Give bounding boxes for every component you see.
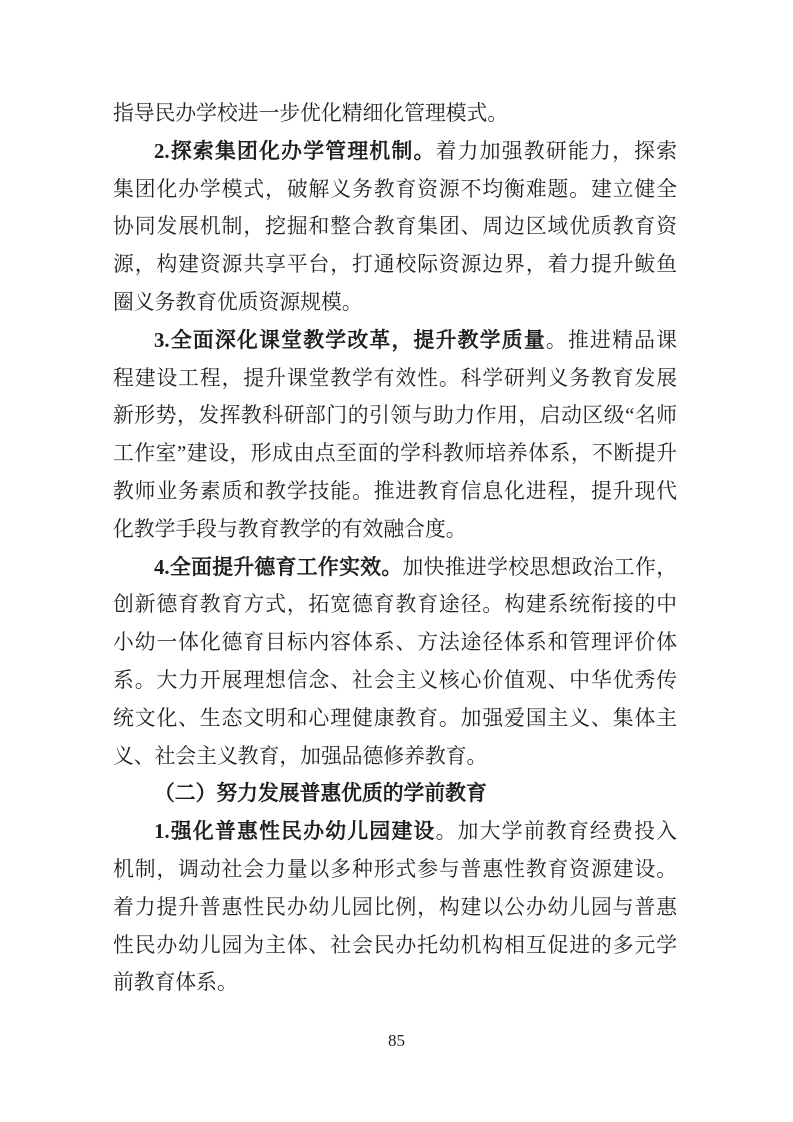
text-line bbox=[113, 360, 677, 398]
bold-text-run: 4.全面提升德育工作实效。 bbox=[154, 555, 403, 579]
text-run: 新形势，发挥教科研部门的引领与助力作用，启动区级“名师 bbox=[113, 404, 677, 428]
text-run: 加快推进学校思想政治工作， bbox=[402, 555, 677, 579]
text-run: 指导民办学校进一步优化精细化管理模式。 bbox=[113, 102, 509, 125]
text-run: 程建设工程，提升课堂教学有效性。科学研判义务教育发展 bbox=[113, 366, 677, 390]
text-run: 工作室”建设，形成由点至面的学科教师培养体系，不断提升 bbox=[113, 442, 677, 466]
bold-text-run: 2.探索集团化办学管理机制。 bbox=[154, 139, 436, 163]
text-line bbox=[113, 586, 677, 624]
text-run: 。推进精品课 bbox=[545, 328, 677, 352]
bold-text-run: 1.强化普惠性民办幼儿园建设 bbox=[154, 820, 436, 844]
text-line bbox=[113, 813, 677, 851]
page-number: 85 bbox=[388, 1031, 405, 1050]
text-run: 小幼一体化德育目标内容体系、方法途径体系和管理评价体 bbox=[113, 631, 677, 655]
text-run: 机制，调动社会力量以多种形式参与普惠性教育资源建设。 bbox=[113, 857, 677, 881]
text-run: 着力加强教研能力，探索 bbox=[435, 139, 677, 163]
text-run: 圈义务教育优质资源规模。 bbox=[113, 290, 363, 314]
text-line bbox=[113, 435, 677, 473]
text-run: 义、社会主义教育，加强品德修养教育。 bbox=[113, 744, 488, 768]
text-run: 化教学手段与教育教学的有效融合度。 bbox=[113, 517, 467, 541]
text-block bbox=[113, 95, 677, 1002]
text-run: 。加大学前教育经费投入 bbox=[435, 820, 677, 844]
text-run: 前教育体系。 bbox=[113, 971, 238, 995]
text-run: 教师业务素质和教学技能。推进教育信息化进程，提升现代 bbox=[113, 479, 677, 503]
bold-text-run: （二）努力发展普惠优质的学前教育 bbox=[154, 782, 487, 806]
text-run: 创新德育教育方式，拓宽德育教育途径。构建系统衔接的中 bbox=[113, 593, 677, 617]
text-run: 系。大力开展理想信念、社会主义核心价值观、中华优秀传 bbox=[113, 668, 677, 692]
text-line bbox=[113, 208, 677, 246]
text-line bbox=[113, 700, 677, 738]
text-line bbox=[113, 851, 677, 889]
text-line bbox=[113, 322, 677, 360]
text-run: 协同发展机制，挖掘和整合教育集团、周边区域优质教育资 bbox=[113, 215, 677, 239]
text-line bbox=[113, 511, 677, 549]
text-line bbox=[113, 473, 677, 511]
text-line bbox=[113, 171, 677, 209]
bold-text-run: 3.全面深化课堂教学改革，提升教学质量 bbox=[154, 328, 546, 352]
text-line bbox=[113, 397, 677, 435]
text-run: 源，构建资源共享平台，打通校际资源边界，着力提升鲅鱼 bbox=[113, 253, 677, 277]
text-run: 统文化、生态文明和心理健康教育。加强爱国主义、集体主 bbox=[113, 706, 677, 730]
text-run: 性民办幼儿园为主体、社会民办托幼机构相互促进的多元学 bbox=[113, 933, 677, 957]
text-run: 着力提升普惠性民办幼儿园比例，构建以公办幼儿园与普惠 bbox=[113, 895, 677, 919]
text-line bbox=[113, 964, 677, 1002]
text-run: 集团化办学模式，破解义务教育资源不均衡难题。建立健全 bbox=[113, 177, 677, 201]
text-line bbox=[113, 662, 677, 700]
text-line bbox=[113, 284, 677, 322]
text-line bbox=[113, 624, 677, 662]
text-line bbox=[113, 246, 677, 284]
text-line bbox=[113, 133, 677, 171]
text-line bbox=[113, 889, 677, 927]
text-line bbox=[113, 549, 677, 587]
text-line bbox=[113, 927, 677, 965]
text-line bbox=[113, 95, 677, 133]
text-line bbox=[113, 738, 677, 776]
text-line bbox=[113, 775, 677, 813]
